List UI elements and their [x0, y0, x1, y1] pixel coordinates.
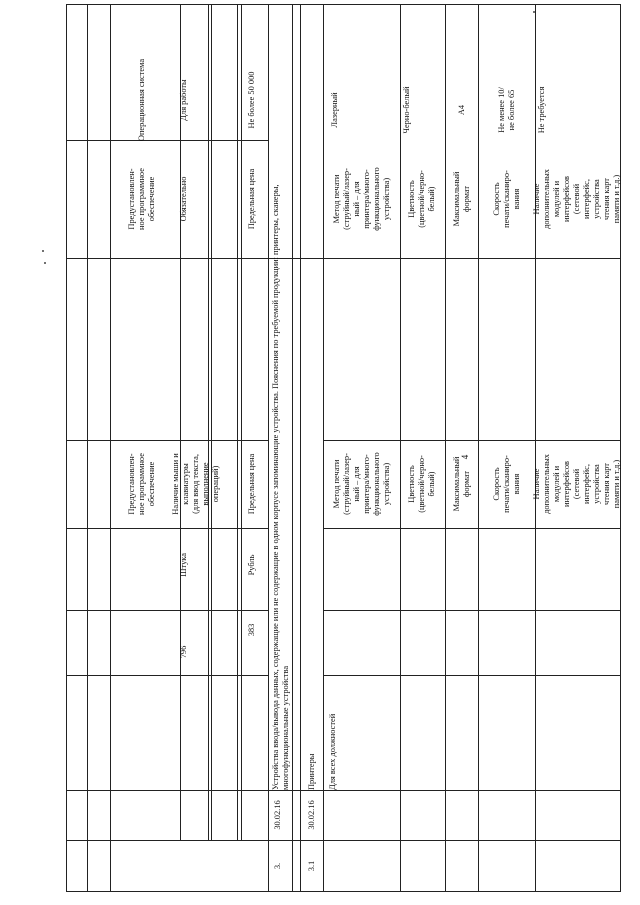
section3-title: Устройства ввода/вывода данных, содержащие или не содержащие в одном корпусе запоминающие устройства. Пояснения по требуемой продукции: принтеры, сканеры, многофункциональные устройства — [271, 184, 290, 790]
col-line — [478, 4, 479, 892]
col-line — [237, 4, 238, 840]
col-line — [208, 4, 209, 840]
printer-char-mid-2: Цветность (цветной/черно- белый) — [407, 170, 436, 228]
printer-char-mid-1: Метод печати (струйный/лазер- ный – для принтера/много- функционального устройства) — [332, 167, 391, 231]
table-border-left — [66, 4, 67, 892]
row-line — [66, 440, 268, 441]
row2-unit: Рубль — [247, 554, 256, 576]
printer-char-mid-3: Максимальный формат — [452, 171, 471, 227]
printer-value-2: Черно-белый — [402, 86, 411, 134]
table-border-right — [620, 4, 621, 892]
section31-number: 3.1 — [307, 860, 316, 872]
row2-value: Не более 50 000 — [247, 71, 256, 129]
row-line — [323, 675, 620, 676]
header-software-right: Предустановлен- ное программное обеспечение — [127, 168, 156, 230]
col-line — [87, 4, 88, 892]
row-line — [323, 440, 620, 441]
row1-unit: Штука — [179, 553, 188, 577]
row-line — [323, 528, 620, 529]
section3-code: 30.02.16 — [273, 800, 282, 830]
header-os: Операционная система — [137, 58, 146, 142]
table-border-top — [66, 4, 621, 5]
col-line — [323, 4, 324, 892]
row2-requirement: Предельная цена — [247, 168, 256, 230]
col-line — [110, 4, 111, 892]
row-line — [66, 610, 268, 611]
row-line — [66, 840, 621, 841]
col-line — [292, 4, 293, 892]
section31-positions: Для всех должностей — [328, 713, 337, 790]
printer-char-mid-5: Наличие дополнительных модулей и интерфейсов (сетевой интерфейс, устройства чтения карт памяти и т.д.) — [532, 169, 621, 229]
printer-value-5: Не требуется — [537, 86, 546, 134]
col-line — [241, 4, 242, 840]
printer-value-1: Лазерный — [330, 92, 339, 128]
row1-name: Наличие мыши и клавиатуры (для ввод текста, выполнение операций) — [171, 453, 220, 515]
printer-char-left-4: Скорость печати/сканиро- вания — [492, 455, 521, 513]
section3-number: 3. — [273, 862, 282, 870]
row-line — [66, 140, 268, 141]
row2-name: Предельная цена — [247, 453, 256, 515]
header-software-left: Предустановлен- ное программное обеспечение — [127, 453, 156, 515]
row1-value: Для работы — [179, 79, 188, 121]
scan-speck — [44, 262, 46, 264]
section31-title: Принтеры — [307, 753, 316, 790]
col-line — [400, 4, 401, 892]
col-line — [300, 4, 301, 892]
scan-speck — [42, 250, 44, 252]
printer-char-left-3: Максимальный формат — [452, 456, 471, 512]
page-number: 4 — [460, 454, 470, 460]
section31-code: 30.02.16 — [307, 800, 316, 830]
row-line — [66, 790, 621, 791]
printer-char-left-2: Цветность (цветной/черно- белый) — [407, 455, 436, 513]
row-line — [66, 675, 268, 676]
row-line — [323, 610, 620, 611]
printer-char-left-1: Метод печати (струйный/лазер- ный – для принтера/много- функционального устройства) — [332, 452, 391, 516]
col-line — [535, 4, 536, 892]
row-line — [66, 528, 268, 529]
row1-requirement: Обязательно — [179, 176, 188, 222]
row2-code: 383 — [247, 623, 256, 637]
row-line — [66, 258, 621, 259]
printer-char-mid-4: Скорость печати/сканиро- вания — [492, 170, 521, 228]
printer-char-left-5: Наличие дополнительных модулей и интерфейсов (сетевой интерфейс, устройства чтения карт памяти и т.д.) — [532, 454, 621, 514]
col-line — [211, 4, 212, 840]
col-line — [180, 4, 181, 840]
printer-value-3: А4 — [457, 104, 466, 116]
col-line — [445, 4, 446, 892]
printer-value-4: Не менее 10/ не более 65 — [497, 87, 516, 133]
row1-code: 796 — [179, 645, 188, 659]
requirements-table — [60, 0, 620, 900]
col-line — [268, 4, 269, 892]
table-border-bottom — [66, 891, 621, 892]
